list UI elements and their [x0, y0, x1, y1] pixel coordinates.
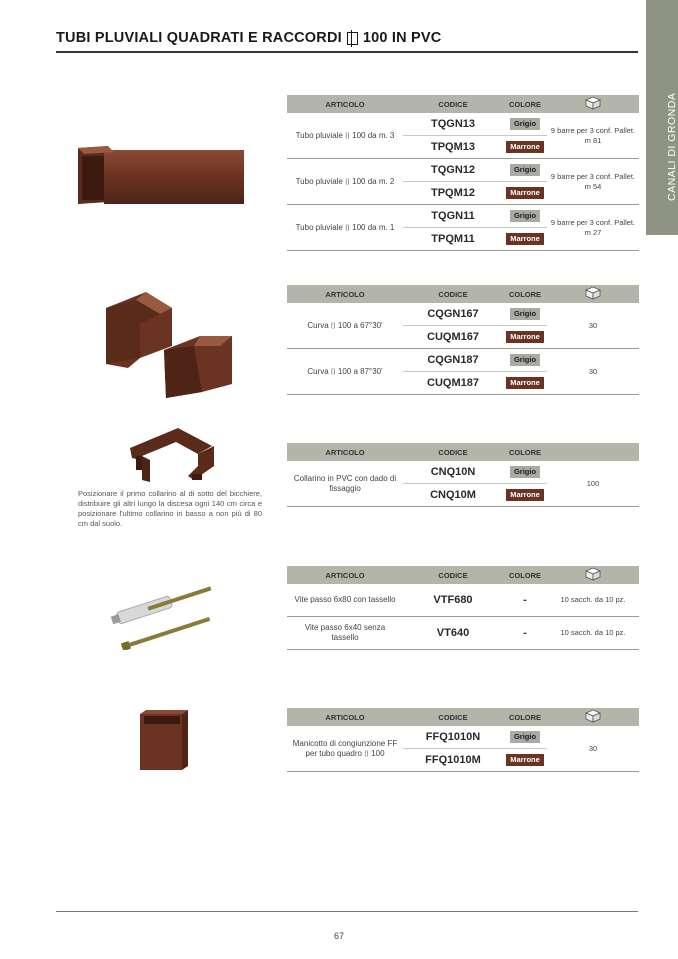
header-codice: CODICE [438, 289, 468, 299]
code-cell: CNQ10M [430, 489, 476, 501]
code-cell: VT640 [436, 627, 470, 639]
header-pack [547, 709, 639, 725]
code-cell: TPQM13 [430, 141, 475, 153]
code-cell: FFQ1010N [425, 731, 481, 743]
color-badge-marrone: Marrone [506, 233, 544, 245]
header-colore: COLORE [508, 570, 542, 580]
articolo-cell: Vite passo 6x40 senza tassello [304, 623, 386, 642]
color-dash: - [523, 594, 527, 606]
color-badge-marrone: Marrone [506, 141, 544, 153]
box-icon [584, 286, 602, 300]
square-diameter-icon [347, 32, 358, 45]
page-title-prefix: TUBI PLUVIALI QUADRATI E RACCORDI [56, 30, 342, 46]
header-colore: COLORE [508, 447, 542, 457]
pack-cell: 9 barre per 3 conf. Pallet. m 54 [550, 171, 636, 191]
table-header [287, 95, 639, 113]
articolo-cell: Curva ⌷ 100 a 67°30' [307, 320, 383, 330]
table-header [287, 708, 639, 726]
pack-cell: 9 barre per 3 conf. Pallet. m 81 [550, 125, 636, 145]
header-articolo: ARTICOLO [325, 447, 365, 457]
page-title [56, 30, 441, 46]
code-cell: CQGN187 [427, 354, 479, 366]
code-cell: TQGN11 [431, 210, 475, 222]
header-articolo: ARTICOLO [325, 289, 365, 299]
footer-divider [56, 911, 638, 912]
color-badge-grigio: Grigio [510, 164, 540, 176]
header-colore: COLORE [508, 712, 542, 722]
table-row [287, 349, 639, 395]
pvc-collar-image [128, 424, 224, 486]
color-badge-grigio: Grigio [510, 308, 540, 320]
color-badge-grigio: Grigio [510, 118, 540, 130]
color-badge-grigio: Grigio [510, 210, 540, 222]
color-badge-marrone: Marrone [506, 377, 544, 389]
articolo-cell: Tubo pluviale ⌷ 100 da m. 1 [295, 222, 395, 232]
code-cell: TPQM12 [430, 187, 475, 199]
color-badge-grigio: Grigio [510, 466, 540, 478]
table-row [287, 584, 639, 617]
header-colore: COLORE [508, 99, 542, 109]
articolo-cell: Tubo pluviale ⌷ 100 da m. 3 [295, 130, 395, 140]
table-header [287, 285, 639, 303]
box-icon [584, 709, 602, 723]
header-pack [547, 286, 639, 302]
color-badge-marrone: Marrone [506, 489, 544, 501]
pack-cell: 100 [586, 478, 600, 488]
code-cell: TQGN12 [430, 164, 475, 176]
table-row [287, 617, 639, 650]
header-codice: CODICE [438, 99, 468, 109]
header-codice: CODICE [438, 712, 468, 722]
coupling-sleeve-image [136, 708, 192, 772]
articolo-cell: Collarino in PVC con dado di fissaggio [293, 473, 397, 493]
elbow-bends-image [100, 288, 240, 400]
color-dash: - [523, 627, 527, 639]
title-divider [56, 51, 638, 53]
side-tab-label: CANALI DI GRONDA [666, 92, 678, 201]
table-header [287, 566, 639, 584]
screws-image [108, 576, 218, 650]
installation-note: Posizionare il primo collarino al di sotto del bicchiere, distribuire gli altri lungo la discesa ogni 140 cm circa e posizionare l'ultimo collarino in basso a non più di 80 cm dal suolo. [78, 489, 262, 528]
pack-cell: 30 [588, 366, 598, 376]
code-cell: VTF680 [433, 594, 473, 606]
pack-cell: 10 sacch. da 10 pz. [560, 595, 626, 604]
articolo-cell: Tubo pluviale ⌷ 100 da m. 2 [295, 176, 395, 186]
square-pipe-image [74, 142, 248, 208]
color-badge-grigio: Grigio [510, 731, 540, 743]
color-badge-grigio: Grigio [510, 354, 540, 366]
table-row [287, 113, 639, 159]
color-badge-marrone: Marrone [506, 754, 544, 766]
pack-cell: 30 [588, 320, 598, 330]
header-pack [547, 96, 639, 112]
articolo-cell: Curva ⌷ 100 a 87°30' [307, 366, 383, 376]
table-row [287, 461, 639, 507]
articolo-cell: Vite passo 6x80 con tassello [294, 595, 396, 604]
table-header [287, 443, 639, 461]
table-viti [287, 566, 639, 650]
header-articolo: ARTICOLO [325, 570, 365, 580]
header-codice: CODICE [438, 447, 468, 457]
table-manicotto [287, 708, 639, 772]
table-row [287, 205, 639, 251]
header-pack [547, 567, 639, 583]
code-cell: CNQ10N [430, 466, 476, 478]
table-row [287, 726, 639, 772]
articolo-cell: Manicotto di congiunzione FF per tubo quadro ⌷ 100 [292, 738, 398, 758]
side-tab [646, 0, 678, 235]
header-articolo: ARTICOLO [325, 99, 365, 109]
table-tubi-pluviali [287, 95, 639, 251]
pack-cell: 10 sacch. da 10 pz. [560, 628, 626, 637]
color-badge-marrone: Marrone [506, 331, 544, 343]
code-cell: TPQM11 [431, 233, 475, 245]
table-row [287, 159, 639, 205]
code-cell: TQGN13 [430, 118, 475, 130]
page-title-suffix: 100 IN PVC [362, 30, 442, 46]
page-number: 67 [333, 931, 344, 941]
code-cell: CUQM187 [427, 377, 479, 389]
table-collarino [287, 443, 639, 507]
header-articolo: ARTICOLO [325, 712, 365, 722]
color-badge-marrone: Marrone [506, 187, 544, 199]
header-codice: CODICE [438, 570, 468, 580]
code-cell: CUQM167 [427, 331, 479, 343]
code-cell: CQGN167 [427, 308, 479, 320]
table-curve [287, 285, 639, 395]
pack-cell: 9 barre per 3 conf. Pallet. m 27 [550, 217, 636, 237]
box-icon [584, 96, 602, 110]
header-colore: COLORE [508, 289, 542, 299]
table-row [287, 303, 639, 349]
pack-cell: 30 [588, 743, 598, 753]
box-icon [584, 567, 602, 581]
code-cell: FFQ1010M [425, 754, 481, 766]
